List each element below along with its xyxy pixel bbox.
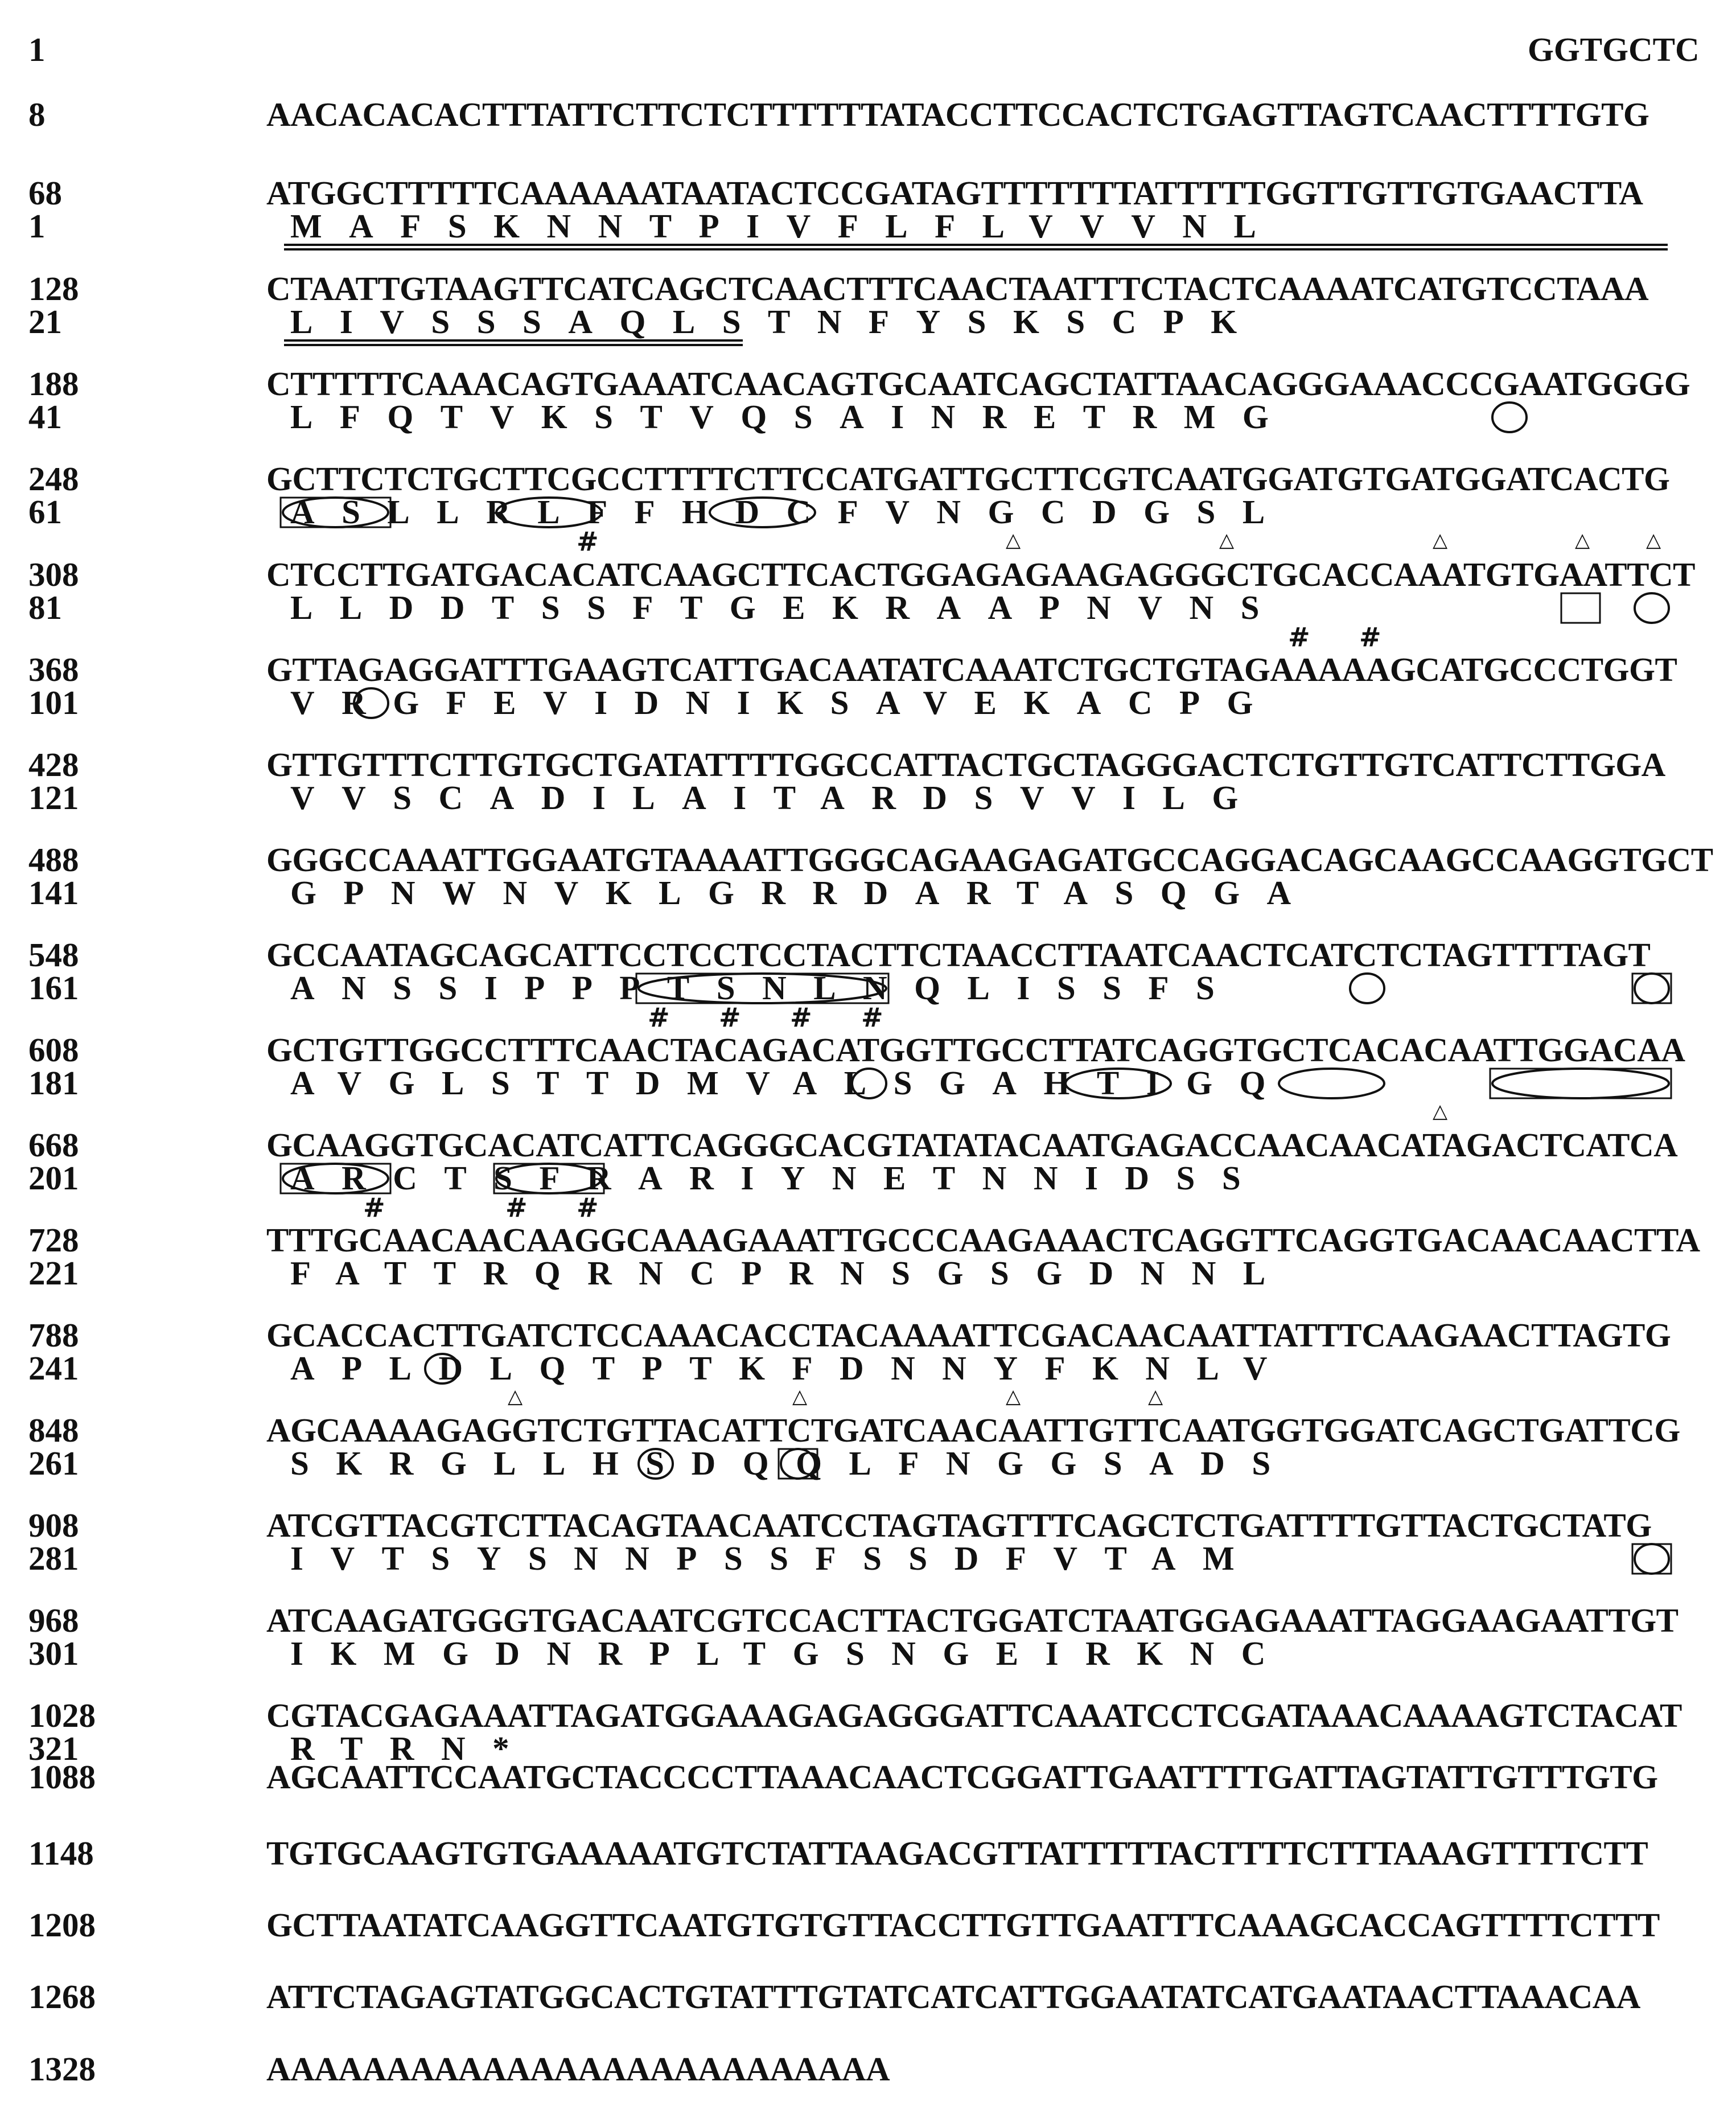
nucleotide-position: 1 [28,31,46,68]
nucleotide-sequence: ATCAAGATGGGTGACAATCGTCCACTTACTGGATCTAATGGAGAAATTAGGAAGAATTGT [266,1602,1679,1639]
circled-residue [1492,403,1527,432]
nucleotide-position: 1208 [28,1906,96,1944]
nucleotide-sequence: CGTACGAGAAATTAGATGGAAAGAGAGGGATTCAAATCCTCGATAAACAAAAGTCTACAT [266,1697,1682,1734]
residue-position: 301 [28,1635,79,1672]
triangle-marker: △ [792,1385,808,1408]
nucleotide-sequence: AACACACACTTTATTCTTCTCTTTTTTATACCTTCCACTCTGAGTTAGTCAACTTTTGTG [266,96,1649,133]
amino-acid-sequence: IKMGDNRPLTGSNGEIRKNC [290,1635,1293,1672]
residue-position: 281 [28,1540,79,1577]
hash-marker: # [505,1192,528,1223]
residue-position: 221 [28,1254,79,1292]
hash-marker: # [363,1192,385,1223]
hash-marker: # [790,1002,812,1033]
circled-residue [710,498,815,527]
residue-position: 61 [28,493,62,531]
nucleotide-sequence: GTTGTTTCTTGTGCTGATATTTTGGCCATTACTGCTAGGGACTCTGTTGTCATTCTTGGA [266,746,1665,783]
hash-marker: # [648,1002,670,1033]
circled-residue [1635,1544,1669,1574]
circled-residue [852,1069,886,1098]
nucleotide-sequence: GCCAATAGCAGCATTCCTCCTCCTACTTCTAACCTTAATCAACTCATCTCTAGTTTTAGT [266,936,1651,974]
nucleotide-position: 68 [28,174,62,212]
nucleotide-sequence: TTTGCAACAACAAGGCAAAGAAATTGCCCAAGAAACTCAGGTTCAGGTGACAACAACTTA [266,1221,1700,1259]
residue-position: 201 [28,1159,79,1197]
hash-marker: # [1288,622,1310,652]
residue-position: 21 [28,303,62,340]
nucleotide-sequence: CTTTTTCAAACAGTGAAATCAACAGTGCAATCAGCTATTAACAGGGAAACCCGAATGGGG [266,365,1690,403]
amino-acid-sequence: VRGFEVIDNIKSAVEKACPG [290,684,1280,721]
amino-acid-sequence: APLDLQTPTKFDNNYFKNLV [290,1349,1295,1387]
nucleotide-sequence: CTAATTGTAAGTTCATCAGCTCAACTTTCAACTAATTTCTACTCAAAATCATGTCCTAAA [266,270,1649,307]
amino-acid-sequence: SKRGLLHSDQQLFNGGSADS [290,1444,1298,1482]
nucleotide-sequence: AAAAAAAAAAAAAAAAAAAAAAAAAA [266,2050,890,2088]
hash-marker: # [1359,622,1381,652]
nucleotide-position: 428 [28,746,79,783]
circled-residue [354,688,388,718]
residue-position: 161 [28,969,79,1007]
nucleotide-position: 1088 [28,1758,96,1796]
triangle-marker: △ [1219,529,1235,552]
circled-residue [1635,974,1669,1003]
nucleotide-position: 188 [28,365,79,403]
residue-position: 1 [28,207,46,245]
hash-marker: # [861,1002,883,1033]
nucleotide-sequence: AGCAAAAGAGGTCTGTTACATTCTGATCAACAATTGTTCAATGGTGGATCAGCTGATTCG [266,1411,1680,1449]
nucleotide-position: 548 [28,936,79,974]
nucleotide-position: 728 [28,1221,79,1259]
nucleotide-sequence: GGGCCAAATTGGAATGTAAAATTGGGCAGAAGAGATGCCAGGACAGCAAGCCAAGGTGCT [266,841,1713,878]
hash-marker: # [719,1002,741,1033]
circled-residue [283,498,388,527]
nucleotide-position: 1268 [28,1978,96,2015]
nucleotide-position: 1148 [28,1834,94,1872]
residue-position: 321 [28,1730,79,1767]
circled-residue [283,1164,388,1193]
triangle-marker: △ [1433,529,1448,552]
circled-residue [1350,974,1384,1003]
amino-acid-sequence: LIVSSSAQLSTNFYSKSCPK [290,303,1264,340]
residue-position: 241 [28,1349,79,1387]
nucleotide-sequence: TGTGCAAGTGTGAAAAATGTCTATTAAGACGTTATTTTTACTTTTCTTTAAAGTTTTCTT [266,1834,1648,1872]
boxed-residue [1561,593,1600,623]
nucleotide-sequence: ATTCTAGAGTATGGCACTGTATTTGTATCATCATTGGAATATCATGAATAACTTAAACAA [266,1978,1640,2015]
nucleotide-sequence: GCTGTTGGCCTTTCAACTACAGACATGGTTGCCTTATCAGGTGCTCACACAATTGGACAA [266,1031,1685,1069]
nucleotide-sequence: GTTAGAGGATTTGAAGTCATTGACAATATCAAATCTGCTGTAGAAAAAGCATGCCCTGGT [266,651,1677,688]
nucleotide-position: 368 [28,651,79,688]
nucleotide-sequence: GCTTCTCTGCTTCGCCTTTTCTTCCATGATTGCTTCGTCAATGGATGTGATGGATCACTG [266,460,1670,498]
amino-acid-sequence: ARCTSFRARIYNETNNIDSS [290,1159,1268,1197]
nucleotide-position: 8 [28,96,46,133]
nucleotide-sequence: CTCCTTGATGACACATCAAGCTTCACTGGAGAGAAGAGGGCTGCACCAAATGTGAATTCT [266,556,1695,593]
nucleotide-position: 248 [28,460,79,498]
hash-marker: # [577,1192,599,1223]
amino-acid-sequence: MAFSKNNTPIVFLFLVVVNL [290,207,1284,245]
amino-acid-sequence: LFQTVKSTVQSAINRETRMG [290,398,1296,436]
amino-acid-sequence: VVSCADILAITARDSVVILG [290,779,1265,816]
triangle-marker: △ [1575,529,1590,552]
residue-position: 181 [28,1064,79,1102]
nucleotide-sequence: GCTTAATATCAAGGTTCAATGTGTGTTACCTTGTTGAATTTCAAAGCACCAGTTTTCTTT [266,1906,1660,1944]
hash-marker: # [577,526,599,557]
residue-position: 41 [28,398,62,436]
nucleotide-position: 668 [28,1126,79,1164]
nucleotide-position: 608 [28,1031,79,1069]
nucleotide-position: 968 [28,1602,79,1639]
amino-acid-sequence: GPNWNVKLGRRDARTASQGA [290,874,1318,912]
nucleotide-position: 128 [28,270,79,307]
amino-acid-sequence: IVTSYSNNPSSFSSDFVTAM [290,1540,1262,1577]
nucleotide-position: 308 [28,556,79,593]
circled-residue [639,974,886,1003]
nucleotide-sequence: GCACCACTTGATCTCCAAACACCTACAAAATTCGACAACAATTATTTCAAGAACTTAGTG [266,1316,1671,1354]
circled-residue [1279,1069,1384,1098]
residue-position: 261 [28,1444,79,1482]
circled-residue [496,498,602,527]
nucleotide-position: 1028 [28,1697,96,1734]
nucleotide-sequence: GGTGCTC [1528,31,1700,68]
triangle-marker: △ [1006,1385,1021,1408]
triangle-marker: △ [508,1385,523,1408]
amino-acid-sequence: FATTRQRNCPRNSGSGDNNL [290,1254,1293,1292]
amino-acid-sequence: ANSSIPPPTSNLNQLISSFS [290,969,1242,1007]
circled-residue [425,1354,459,1384]
amino-acid-sequence: ASLLRLFFHDCFVNGCDGSL [290,493,1292,531]
circled-residue [781,1449,815,1479]
triangle-marker: △ [1148,1385,1163,1408]
residue-position: 81 [28,589,62,626]
circled-residue [1066,1069,1171,1098]
nucleotide-sequence: ATCGTTACGTCTTACAGTAACAATCCTAGTAGTTTCAGCTCTGATTTTGTTACTGCTATG [266,1506,1652,1544]
circled-residue [496,1164,602,1193]
circled-residue [1492,1069,1669,1098]
triangle-marker: △ [1433,1100,1448,1123]
nucleotide-position: 908 [28,1506,79,1544]
residue-position: 121 [28,779,79,816]
amino-acid-sequence: RTRN* [290,1730,537,1767]
nucleotide-position: 788 [28,1316,79,1354]
amino-acid-sequence: AVGLSTTDMVALSGAHTIGQ [290,1064,1293,1102]
nucleotide-position: 1328 [28,2050,96,2088]
circled-residue [639,1449,673,1479]
circled-residue [1635,593,1669,623]
nucleotide-sequence: GCAAGGTGCACATCATTCAGGGCACGTATATACAATGAGACCAACAACATAGACTCATCA [266,1126,1678,1164]
nucleotide-position: 488 [28,841,79,878]
nucleotide-position: 848 [28,1411,79,1449]
triangle-marker: △ [1646,529,1661,552]
triangle-marker: △ [1006,529,1021,552]
nucleotide-sequence: ATGGCTTTTTCAAAAAATAATACTCCGATAGTTTTTTTATTTTTGGTTGTTGTGAACTTA [266,174,1643,212]
amino-acid-sequence: LLDDTSSFTGEKRAAPNVNS [290,589,1286,626]
residue-position: 141 [28,874,79,912]
nucleotide-sequence: AGCAATTCCAATGCTACCCCTTAAACAACTCGGATTGAATTTTGATTAGTATTGTTTGTG [266,1758,1658,1796]
residue-position: 101 [28,684,79,721]
